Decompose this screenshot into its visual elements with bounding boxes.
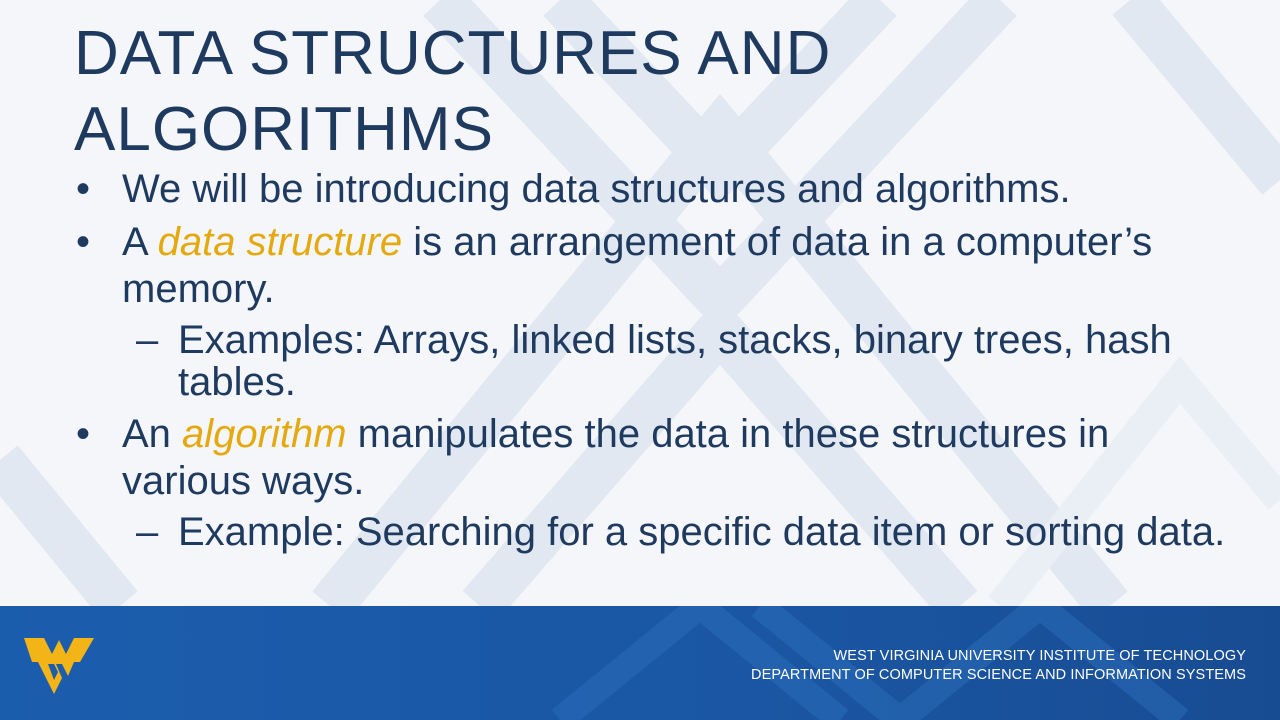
bullet-algorithm [74, 411, 1244, 505]
footer-bar [0, 606, 1280, 720]
footer-department-name: DEPARTMENT OF COMPUTER SCIENCE AND INFORMATION SYSTEMS [751, 667, 1246, 683]
bullet-text-suffix: is an arrangement of data in a computer’s memory. [122, 220, 1153, 311]
bullet-introduction [74, 166, 1244, 213]
bullet-text-prefix: An [122, 412, 183, 456]
sub-bullet-text: Example: Searching for a specific data item or sorting data. [178, 510, 1226, 554]
wv-flying-wv-logo-icon [22, 628, 96, 702]
bullet-marker: • [76, 167, 91, 211]
footer-institution-text [751, 647, 1246, 685]
footer-university-name: WEST VIRGINIA UNIVERSITY INSTITUTE OF TECHNOLOGY [833, 648, 1246, 664]
bullet-text-prefix: A [122, 220, 158, 264]
slide-title [74, 16, 1224, 168]
highlight-term-algorithm: algorithm [182, 412, 347, 456]
slide-title-line-2: ALGORITHMS [74, 95, 494, 164]
sub-bullet-text: Examples: Arrays, linked lists, stacks, binary trees, hash tables. [178, 318, 1172, 404]
bullet-marker: • [76, 412, 91, 456]
highlight-term-data-structure: data structure [157, 220, 403, 264]
bullet-marker: • [76, 220, 91, 264]
bullet-text-suffix: manipulates the data in these structures in various ways. [122, 412, 1110, 503]
sub-bullet-marker: – [136, 510, 159, 554]
bullet-data-structure [74, 219, 1244, 313]
slide-title-line-1: DATA STRUCTURES AND [74, 19, 832, 88]
slide-content [74, 166, 1244, 561]
bullet-text: We will be introducing data structures and algorithms. [122, 167, 1071, 211]
sub-bullet-example [74, 511, 1244, 553]
sub-bullet-marker: – [136, 318, 159, 362]
sub-bullet-examples [74, 319, 1244, 403]
